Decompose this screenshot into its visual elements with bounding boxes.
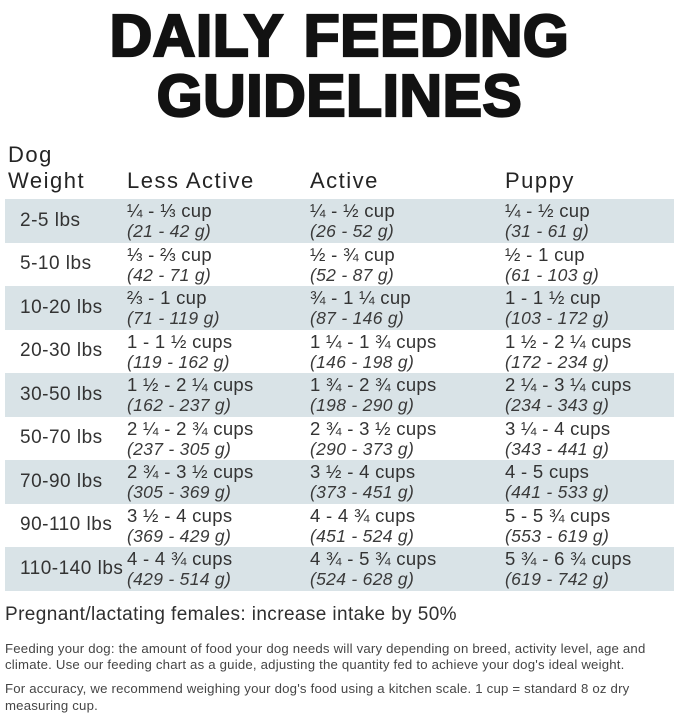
grams-amount: (31 - 61 g) (505, 221, 590, 242)
grams-amount: (172 - 234 g) (505, 351, 610, 372)
cups-amount: 5 - 5 ¾ cups (505, 504, 611, 526)
active-cell (310, 548, 505, 589)
table-row (5, 199, 674, 243)
cups-amount: ¼ - ⅓ cup (127, 200, 212, 222)
grams-amount: (71 - 119 g) (127, 308, 220, 329)
page-title (0, 3, 679, 129)
grams-amount: (234 - 343 g) (505, 395, 610, 416)
grams-amount: (237 - 305 g) (127, 438, 232, 459)
grams-amount: (42 - 71 g) (127, 264, 212, 285)
less-active-cell (127, 418, 310, 459)
feeding-table (5, 142, 674, 591)
cups-amount: 4 - 4 ¾ cups (310, 504, 416, 526)
grams-amount: (343 - 441 g) (505, 438, 610, 459)
grams-amount: (87 - 146 g) (310, 308, 405, 329)
column-header-dog-weight-line2: Weight (8, 168, 86, 193)
cups-amount: 5 ¾ - 6 ¾ cups (505, 548, 632, 570)
cups-amount: 2 ¾ - 3 ½ cups (310, 417, 437, 439)
grams-amount: (61 - 103 g) (505, 264, 600, 285)
puppy-cell (505, 418, 674, 459)
active-cell (310, 331, 505, 372)
grams-amount: (553 - 619 g) (505, 525, 610, 546)
table-row (5, 460, 674, 504)
puppy-cell (505, 505, 674, 546)
cups-amount: 1 - 1 ½ cup (505, 287, 601, 309)
active-cell (310, 200, 505, 241)
column-header-active: Active (310, 168, 379, 193)
active-cell (310, 461, 505, 502)
page-title-line1: DAILY FEEDING (109, 3, 570, 69)
cups-amount: 2 ¾ - 3 ½ cups (127, 461, 254, 483)
less-active-cell (127, 244, 310, 285)
weight-cell: 30-50 lbs (20, 383, 103, 405)
puppy-cell (505, 331, 674, 372)
cups-amount: 1 ½ - 2 ¼ cups (505, 330, 632, 352)
grams-amount: (524 - 628 g) (310, 569, 415, 590)
cups-amount: 4 ¾ - 5 ¾ cups (310, 548, 437, 570)
pregnant-lactating-note: Pregnant/lactating females: increase intake by 50% (5, 603, 457, 625)
active-cell (310, 287, 505, 328)
cups-amount: ⅓ - ⅔ cup (127, 243, 212, 265)
page-title-line2: GUIDELINES (156, 63, 523, 129)
active-cell (310, 244, 505, 285)
column-header-dog-weight-line1: Dog (8, 142, 53, 167)
cups-amount: ½ - 1 cup (505, 243, 585, 265)
less-active-cell (127, 461, 310, 502)
table-row (5, 243, 674, 287)
column-header-dog-weight (5, 142, 127, 194)
grams-amount: (290 - 373 g) (310, 438, 415, 459)
table-row (5, 547, 674, 591)
puppy-cell (505, 548, 674, 589)
grams-amount: (369 - 429 g) (127, 525, 232, 546)
grams-amount: (429 - 514 g) (127, 569, 232, 590)
weight-cell: 70-90 lbs (20, 470, 103, 492)
cups-amount: 2 ¼ - 2 ¾ cups (127, 417, 254, 439)
cups-amount: 1 ¾ - 2 ¾ cups (310, 374, 437, 396)
cups-amount: 3 ½ - 4 cups (127, 504, 233, 526)
grams-amount: (441 - 533 g) (505, 482, 610, 503)
active-cell (310, 418, 505, 459)
grams-amount: (103 - 172 g) (505, 308, 610, 329)
table-row (5, 330, 674, 374)
grams-amount: (119 - 162 g) (127, 351, 230, 372)
column-header-less-active: Less Active (127, 168, 255, 193)
puppy-cell (505, 374, 674, 415)
weight-cell: 110-140 lbs (20, 557, 124, 579)
puppy-cell (505, 200, 674, 241)
less-active-cell (127, 374, 310, 415)
accuracy-note: For accuracy, we recommend weighing your dog's food using a kitchen scale. 1 cup = standard 8 oz dry measuring cup. (5, 681, 630, 713)
feeding-note: Feeding your dog: the amount of food your dog needs will vary depending on breed, activity level, age and climate. Use our feeding chart as a guide, adjusting the quantity fed to achieve your dog's ideal weight. (5, 640, 646, 673)
table-row (5, 504, 674, 548)
grams-amount: (619 - 742 g) (505, 569, 610, 590)
less-active-cell (127, 200, 310, 241)
table-header-row (5, 142, 674, 199)
weight-cell: 90-110 lbs (20, 514, 113, 536)
weight-cell: 2-5 lbs (20, 209, 81, 231)
less-active-cell (127, 331, 310, 372)
cups-amount: ¼ - ½ cup (505, 200, 590, 222)
cups-amount: 2 ¼ - 3 ¼ cups (505, 374, 632, 396)
active-cell (310, 505, 505, 546)
weight-cell: 20-30 lbs (20, 340, 103, 362)
table-row (5, 373, 674, 417)
less-active-cell (127, 505, 310, 546)
column-header-puppy: Puppy (505, 168, 575, 193)
less-active-cell (127, 287, 310, 328)
grams-amount: (305 - 369 g) (127, 482, 232, 503)
cups-amount: 4 - 4 ¾ cups (127, 548, 233, 570)
weight-cell: 10-20 lbs (20, 296, 103, 318)
cups-amount: 1 ½ - 2 ¼ cups (127, 374, 254, 396)
grams-amount: (52 - 87 g) (310, 264, 395, 285)
table-row (5, 286, 674, 330)
grams-amount: (373 - 451 g) (310, 482, 415, 503)
cups-amount: ½ - ¾ cup (310, 243, 395, 265)
grams-amount: (21 - 42 g) (127, 221, 212, 242)
grams-amount: (451 - 524 g) (310, 525, 415, 546)
cups-amount: 3 ¼ - 4 cups (505, 417, 611, 439)
grams-amount: (26 - 52 g) (310, 221, 395, 242)
feeding-guidelines-page (0, 3, 679, 713)
cups-amount: ¼ - ½ cup (310, 200, 395, 222)
puppy-cell (505, 244, 674, 285)
active-cell (310, 374, 505, 415)
cups-amount: ¾ - 1 ¼ cup (310, 287, 411, 309)
cups-amount: 3 ½ - 4 cups (310, 461, 416, 483)
weight-cell: 5-10 lbs (20, 253, 92, 275)
cups-amount: ⅔ - 1 cup (127, 287, 207, 309)
table-row (5, 417, 674, 461)
cups-amount: 1 ¼ - 1 ¾ cups (310, 330, 437, 352)
grams-amount: (162 - 237 g) (127, 395, 232, 416)
puppy-cell (505, 461, 674, 502)
grams-amount: (198 - 290 g) (310, 395, 415, 416)
cups-amount: 1 - 1 ½ cups (127, 330, 233, 352)
less-active-cell (127, 548, 310, 589)
cups-amount: 4 - 5 cups (505, 461, 590, 483)
grams-amount: (146 - 198 g) (310, 351, 415, 372)
puppy-cell (505, 287, 674, 328)
weight-cell: 50-70 lbs (20, 427, 103, 449)
